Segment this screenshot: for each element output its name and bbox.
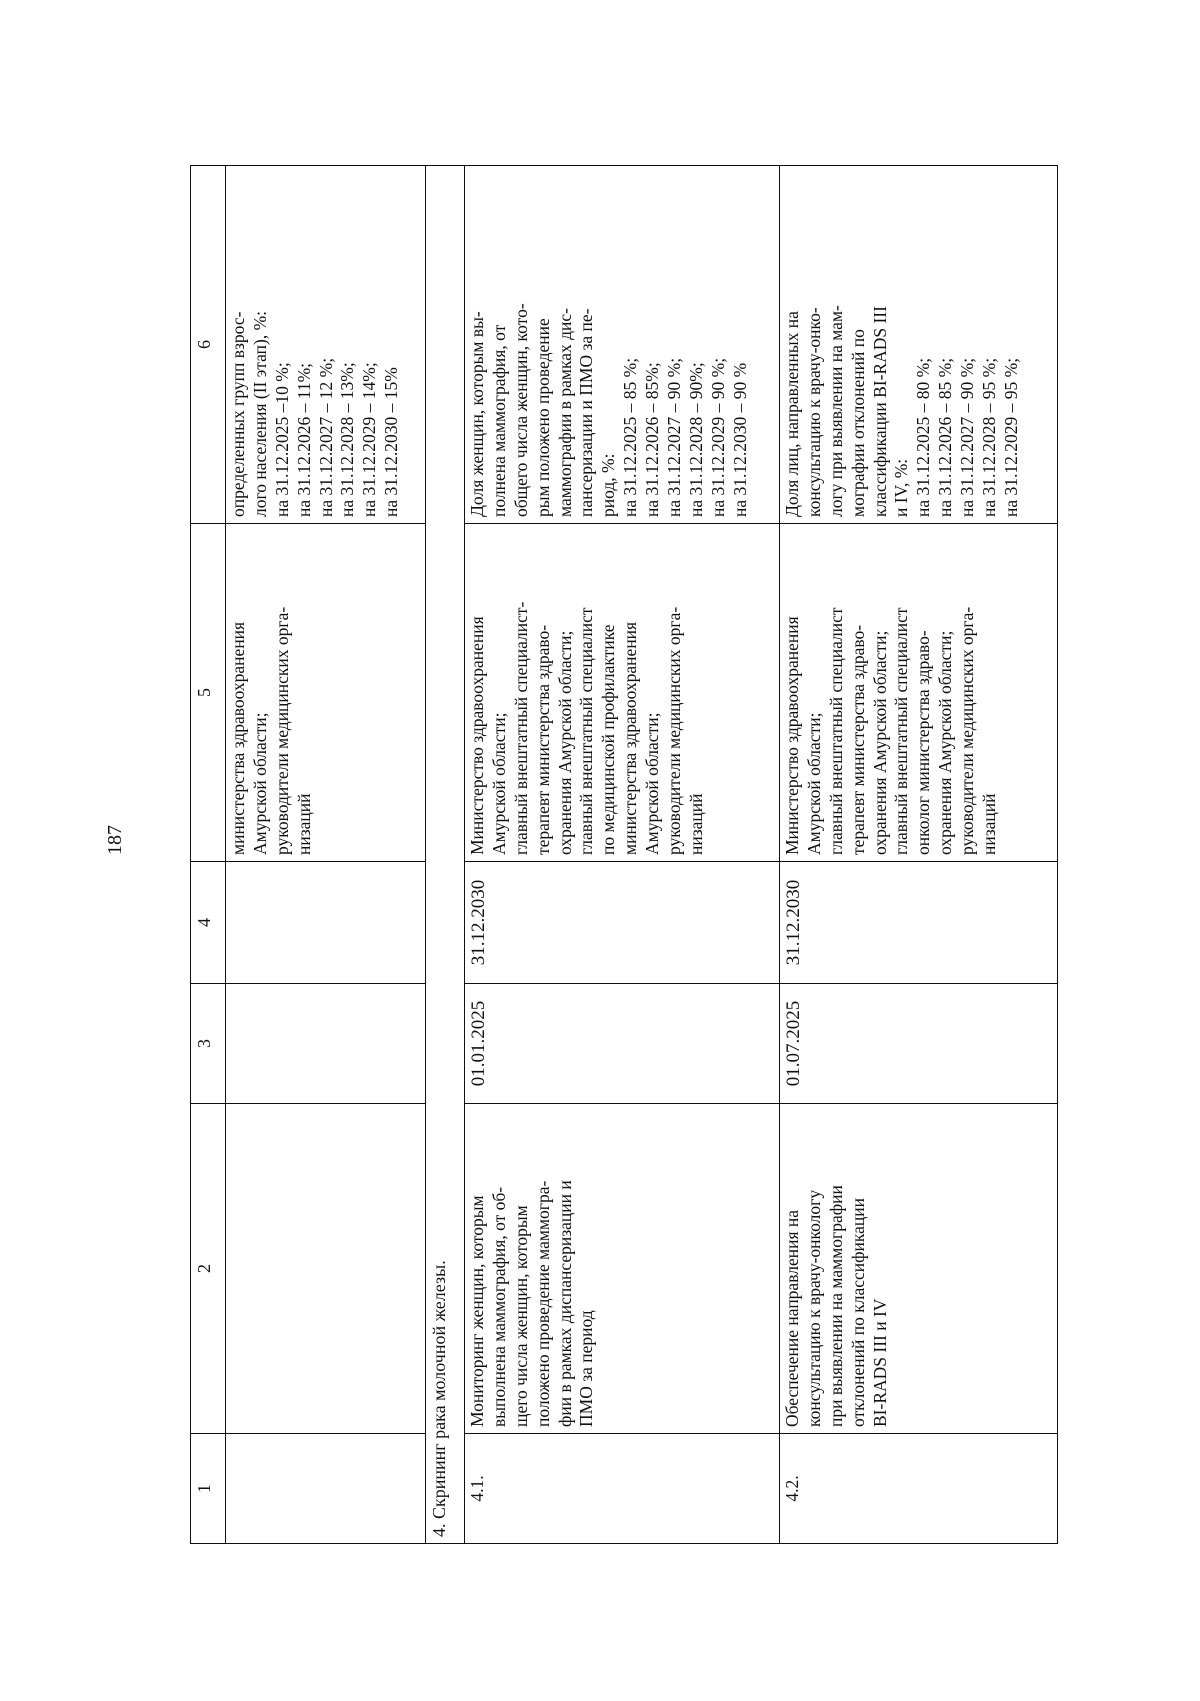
table-row-4-2 xyxy=(780,166,1058,1544)
responsible-cell xyxy=(780,524,1058,862)
line: Амурской области; xyxy=(642,712,662,855)
line: на 31.12.2030 – 15% xyxy=(381,367,402,517)
line: Амурской области; xyxy=(249,712,270,855)
activity-cell xyxy=(465,1104,780,1434)
line: Министерство здравоохранения xyxy=(467,616,487,855)
line: на 31.12.2029 – 14%; xyxy=(359,362,380,517)
line: терапевт министерства здраво- xyxy=(532,624,553,855)
line: пансеризации и ПМО за пе- xyxy=(576,308,597,517)
line: при выявлении на маммографии xyxy=(825,1185,846,1427)
row-number: 4.1. xyxy=(465,1434,780,1544)
line: руководители медицинских орга- xyxy=(957,606,977,855)
line: по медицинской профилактике xyxy=(598,624,619,855)
line: на 31.12.2025 –10 %; xyxy=(271,362,292,517)
line: Доля лиц, направленных на xyxy=(782,311,802,517)
line: министерства здравоохранения xyxy=(228,621,248,855)
table-row-4-1 xyxy=(465,166,780,1544)
line: на 31.12.2028 – 13%; xyxy=(337,362,358,517)
line: на 31.12.2026 – 85 %; xyxy=(935,357,956,517)
line: щего числа женщин, которым xyxy=(510,1205,531,1427)
column-number: 2 xyxy=(191,1104,226,1434)
line: выполнена маммография, от об- xyxy=(488,1186,509,1427)
line: риод, %: xyxy=(598,453,619,517)
column-number: 4 xyxy=(191,862,226,984)
cont-col3 xyxy=(226,984,426,1104)
cont-responsible xyxy=(226,524,426,862)
section-title: 4. Скрининг рака молочной железы. xyxy=(426,166,465,1544)
line: Мониторинг женщин, которым xyxy=(467,1195,487,1427)
cont-col4 xyxy=(226,862,426,984)
line: BI-RADS III и IV xyxy=(869,1298,890,1427)
column-number-row xyxy=(191,166,226,1544)
line: логу при выявлении на мам- xyxy=(825,305,846,517)
line: консультацию к врачу-онко- xyxy=(803,307,824,517)
line: главный внештатный специалист xyxy=(576,607,597,855)
line: терапевт министерства здраво- xyxy=(847,624,868,855)
line: Доля женщин, которым вы- xyxy=(467,311,487,517)
responsible-cell xyxy=(465,524,780,862)
start-date: 01.07.2025 xyxy=(780,984,1058,1104)
line: руководители медицинских орга- xyxy=(271,606,292,855)
line: министерства здравоохранения xyxy=(620,621,641,855)
line: на 31.12.2030 – 90 % xyxy=(729,362,750,517)
line: на 31.12.2027 – 90 %; xyxy=(663,357,684,517)
line: на 31.12.2025 – 80 %; xyxy=(913,357,934,517)
line: низаций xyxy=(293,793,314,855)
row-number: 4.2. xyxy=(780,1434,1058,1544)
line: классификации BI-RADS III xyxy=(869,306,890,517)
measures-table xyxy=(190,165,1058,1544)
indicator-cell xyxy=(780,166,1058,524)
line: на 31.12.2029 – 90 %; xyxy=(707,357,728,517)
line: лого населения (II этап), %: xyxy=(249,310,270,517)
line: на 31.12.2026 – 11%; xyxy=(293,362,314,517)
end-date: 31.12.2030 xyxy=(465,862,780,984)
line: консультацию к врачу-онкологу xyxy=(803,1189,824,1427)
line: на 31.12.2027 – 90 %; xyxy=(957,357,977,517)
line: главный внештатный специалист xyxy=(825,607,846,855)
line: на 31.12.2029 – 95 %; xyxy=(1000,357,1021,517)
cont-col1 xyxy=(226,1434,426,1544)
column-number: 5 xyxy=(191,524,226,862)
line: охранения Амурской области; xyxy=(935,630,956,855)
section-row xyxy=(426,166,465,1544)
rotated-table-wrapper xyxy=(190,166,1058,1544)
continuation-row xyxy=(226,166,426,1544)
line: и IV, %: xyxy=(891,458,912,517)
line: на 31.12.2025 – 85 %; xyxy=(620,357,641,517)
line: маммографии в рамках дис- xyxy=(554,308,575,517)
line: главный внештатный специалист- xyxy=(510,601,531,855)
column-number: 3 xyxy=(191,984,226,1104)
line: Министерство здравоохранения xyxy=(782,616,802,855)
line: на 31.12.2026 – 85%; xyxy=(642,362,662,517)
line: определенных групп взрос- xyxy=(228,311,248,517)
line: охранения Амурской области; xyxy=(554,630,575,855)
line: мографии отклонений по xyxy=(847,329,868,517)
page-number: 187 xyxy=(104,825,126,855)
line: низаций xyxy=(685,793,706,855)
cont-col2 xyxy=(226,1104,426,1434)
line: онколог министерства здраво- xyxy=(913,630,934,855)
line: общего числа женщин, кото- xyxy=(510,303,531,517)
line: рым положено проведение xyxy=(532,318,553,517)
line: на 31.12.2028 – 95 %; xyxy=(978,357,999,517)
line: руководители медицинских орга- xyxy=(663,606,684,855)
line: положено проведение маммогра- xyxy=(532,1180,553,1427)
line: Амурской области; xyxy=(488,712,509,855)
activity-cell xyxy=(780,1104,1058,1434)
line: Обеспечение направления на xyxy=(782,1209,802,1427)
column-number: 6 xyxy=(191,166,226,524)
line: на 31.12.2027 – 12 %; xyxy=(315,357,336,517)
line: на 31.12.2028 – 90%; xyxy=(685,362,706,517)
column-number: 1 xyxy=(191,1434,226,1544)
line: фии в рамках диспансеризации и xyxy=(554,1180,575,1427)
line: отклонений по классификации xyxy=(847,1198,868,1427)
line: Амурской области; xyxy=(803,712,824,855)
line: главный внештатный специалист xyxy=(891,607,912,855)
line: ПМО за период xyxy=(576,1310,597,1427)
start-date: 01.01.2025 xyxy=(465,984,780,1104)
line: полнена маммография, от xyxy=(488,324,509,517)
cont-indicator xyxy=(226,166,426,524)
line: охранения Амурской области; xyxy=(869,630,890,855)
indicator-cell xyxy=(465,166,780,524)
end-date: 31.12.2030 xyxy=(780,862,1058,984)
line: низаций xyxy=(978,793,999,855)
